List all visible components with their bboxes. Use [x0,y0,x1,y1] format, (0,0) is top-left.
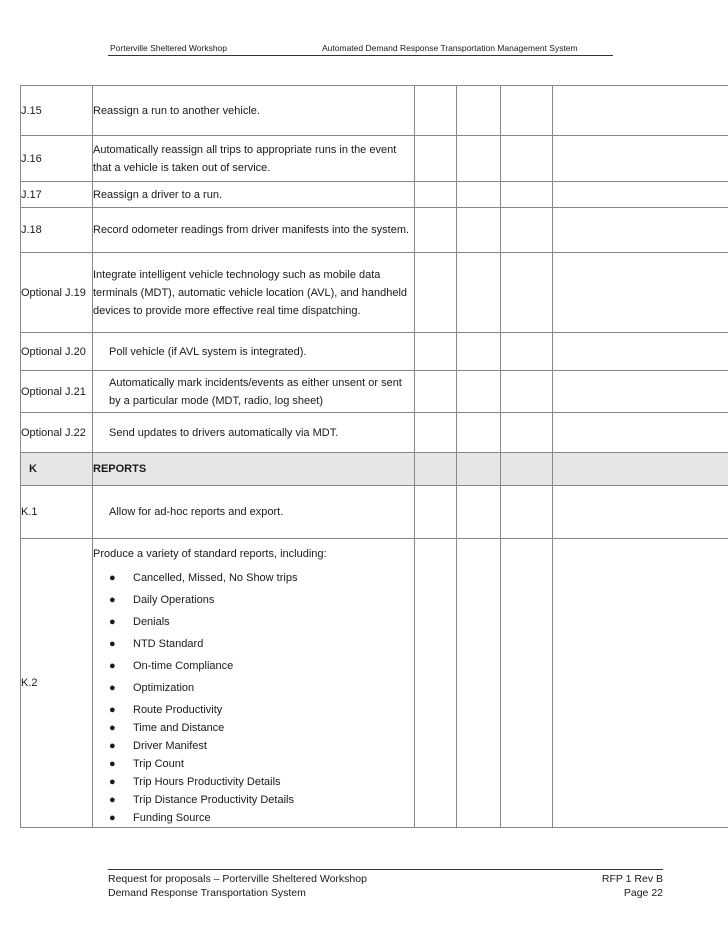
table-row [21,539,728,828]
table-cell [501,86,553,136]
table-cell [457,208,501,253]
header-document-title: Automated Demand Response Transportation Management System [322,43,578,53]
footer-right [560,872,663,900]
bullet-icon: ● [109,594,116,606]
table-row [21,253,728,333]
requirement-code: J.17 [21,182,93,208]
list-item: ● Daily Operations [93,591,414,609]
table-cell [553,413,728,453]
table-row [21,136,728,182]
table-row [21,86,728,136]
requirement-description: Reassign a run to another vehicle. [93,86,415,136]
bullet-icon: ● [109,660,116,672]
table-cell [501,539,553,828]
bullet-icon: ● [109,704,116,716]
table-cell [457,136,501,182]
table-row [21,182,728,208]
table-cell [553,371,728,413]
table-cell [553,453,728,486]
requirement-code: Optional J.21 [21,371,93,413]
table-cell [415,539,457,828]
header-rule [108,55,613,56]
table-cell [553,253,728,333]
table-cell [553,333,728,371]
requirement-code: Optional J.20 [21,333,93,371]
report-list-intro: Produce a variety of standard reports, including: [93,548,327,560]
table-cell [457,371,501,413]
list-item: ● Optimization [93,679,414,697]
table-cell [457,453,501,486]
list-item: ● Route Productivity [93,701,414,719]
table-cell [457,333,501,371]
requirement-description: Send updates to drivers automatically via MDT. [93,413,415,453]
table-cell [501,208,553,253]
table-cell [501,253,553,333]
table-cell [457,253,501,333]
table-cell [457,539,501,828]
bullet-icon: ● [109,776,116,788]
list-item: ● Time and Distance [93,719,414,737]
table-cell [553,208,728,253]
bullet-icon: ● [109,616,116,628]
requirement-code: J.15 [21,86,93,136]
report-list [93,569,414,827]
footer-rule [108,869,663,870]
table-cell [553,182,728,208]
footer-system-name: Demand Response Transportation System [108,887,306,899]
footer-revision: RFP 1 Rev B [601,873,663,885]
table-row [21,486,728,539]
table-row [21,333,728,371]
bullet-icon: ● [109,722,116,734]
section-row-reports [21,453,728,486]
bullet-icon: ● [109,758,116,770]
list-item: ● Funding Source [93,809,414,827]
requirement-description: Reassign a driver to a run. [93,182,415,208]
requirement-code: J.16 [21,136,93,182]
requirement-code: J.18 [21,208,93,253]
requirement-description: Record odometer readings from driver manifests into the system. [93,208,415,253]
footer-left [108,872,367,900]
table-cell [457,486,501,539]
footer-rfp-title: Request for proposals – Porterville Sheltered Workshop [108,873,367,885]
table-cell [415,253,457,333]
table-cell [415,453,457,486]
requirement-code: Optional J.19 [21,253,93,333]
table-cell [415,208,457,253]
table-cell [415,86,457,136]
table-cell [501,333,553,371]
requirements-table [20,85,728,828]
table-cell [501,371,553,413]
section-title: REPORTS [93,453,415,486]
requirement-description: Automatically mark incidents/events as either unsent or sent by a particular mode (MDT, radio, log sheet) [93,371,415,413]
table-cell [501,136,553,182]
table-cell [553,486,728,539]
section-code: K [21,453,93,486]
list-item: ● Trip Hours Productivity Details [93,773,414,791]
list-item: ● Cancelled, Missed, No Show trips [93,569,414,587]
header-organization: Porterville Sheltered Workshop [110,43,228,53]
table-cell [553,136,728,182]
bullet-icon: ● [109,812,116,824]
table-row [21,371,728,413]
requirement-code: K.1 [21,486,93,539]
table-cell [501,453,553,486]
table-cell [415,413,457,453]
table-row [21,413,728,453]
table-cell [457,413,501,453]
table-cell [415,371,457,413]
table-cell [553,86,728,136]
table-cell [457,182,501,208]
table-cell [501,182,553,208]
requirement-code: K.2 [21,539,93,828]
requirement-description: Automatically reassign all trips to appropriate runs in the event that a vehicle is taken out of service. [93,136,415,182]
list-item: ● Denials [93,613,414,631]
table-cell [415,486,457,539]
requirement-description: Integrate intelligent vehicle technology such as mobile data terminals (MDT), automatic vehicle location (AVL), and handheld devices to provide more effective real time dispatching. [93,253,415,333]
table-cell [501,413,553,453]
list-item: ● On-time Compliance [93,657,414,675]
list-item: ● Driver Manifest [93,737,414,755]
table-cell [501,486,553,539]
list-item: ● Trip Distance Productivity Details [93,791,414,809]
table-cell [415,333,457,371]
table-row [21,208,728,253]
table-cell [457,86,501,136]
table-cell [415,182,457,208]
requirement-description: Allow for ad-hoc reports and export. [93,486,415,539]
requirement-description [93,539,415,828]
bullet-icon: ● [109,794,116,806]
requirement-description: Poll vehicle (if AVL system is integrated). [93,333,415,371]
list-item: ● NTD Standard [93,635,414,653]
bullet-icon: ● [109,638,116,650]
bullet-icon: ● [109,682,116,694]
footer-page-number: Page 22 [623,887,663,899]
table-cell [553,539,728,828]
bullet-icon: ● [109,572,116,584]
list-item: ● Trip Count [93,755,414,773]
bullet-icon: ● [109,740,116,752]
table-cell [415,136,457,182]
requirement-code: Optional J.22 [21,413,93,453]
